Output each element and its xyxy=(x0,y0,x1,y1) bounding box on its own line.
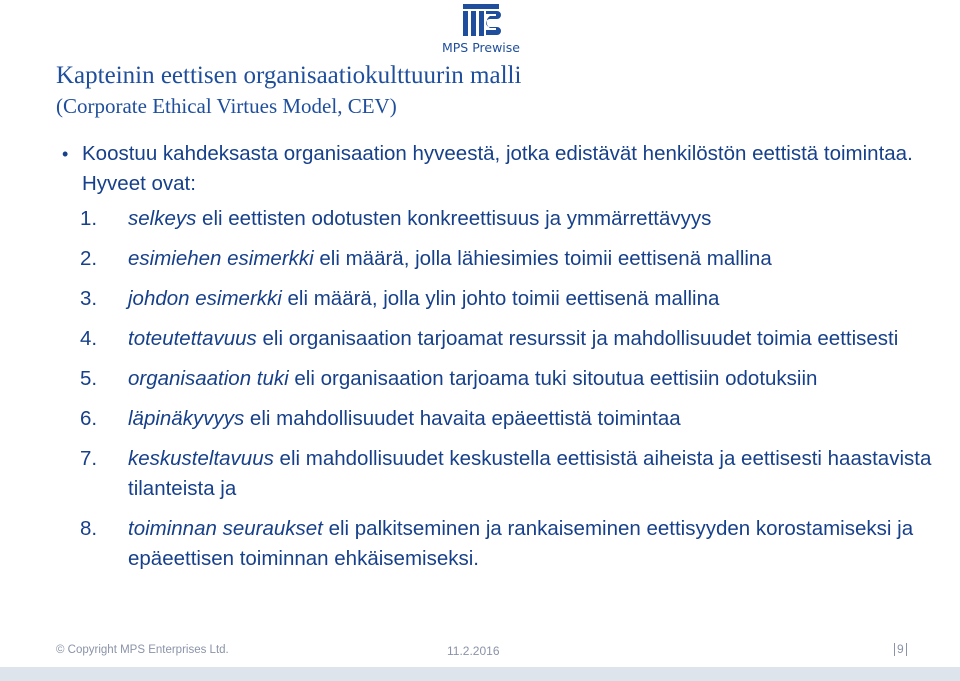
logo-text: MPS Prewise xyxy=(441,40,520,55)
list-item-text: eli organisaation tarjoama tuki sitoutua eettisiin odotuksiin xyxy=(288,367,818,390)
list-item-term: esimiehen esimerkki xyxy=(128,247,314,270)
list-item-number: 5. xyxy=(80,367,98,390)
list-item-term: toiminnan seuraukset xyxy=(128,517,323,540)
page-number xyxy=(892,642,909,656)
list-item xyxy=(80,444,940,504)
list-item-text: eli määrä, jolla lähiesimies toimii eettisenä mallina xyxy=(313,247,772,270)
list-item-number: 7. xyxy=(80,447,98,470)
slide-title: Kapteinin eettisen organisaatiokulttuurin malli xyxy=(56,62,522,89)
list-item-term: selkeys xyxy=(128,207,197,230)
mps-prewise-logo xyxy=(440,2,522,58)
list-item xyxy=(80,364,940,394)
list-item-number: 3. xyxy=(80,287,98,310)
intro-text: Koostuu kahdeksasta organisaation hyveestä, jotka edistävät henkilöstön eettistä toimintaa. Hyveet ovat: xyxy=(82,142,913,195)
footer-band xyxy=(0,667,960,681)
list-item xyxy=(80,204,940,234)
list-item-number: 4. xyxy=(80,327,98,350)
intro-bullet xyxy=(62,139,922,199)
slide-subtitle: (Corporate Ethical Virtues Model, CEV) xyxy=(56,94,397,118)
list-item-text: eli määrä, jolla ylin johto toimii eettisenä mallina xyxy=(281,287,720,310)
list-item-number: 6. xyxy=(80,407,98,430)
list-item-term: johdon esimerkki xyxy=(128,287,282,310)
list-item-text: eli mahdollisuudet havaita epäeettistä toimintaa xyxy=(244,407,681,430)
list-item-term: organisaation tuki xyxy=(128,367,289,390)
list-item-number: 2. xyxy=(80,247,98,270)
page-number-value: 9 xyxy=(897,642,904,656)
footer-date: 11.2.2016 xyxy=(447,644,500,658)
list-item-term: keskusteltavuus xyxy=(128,447,274,470)
copyright-text: © Copyright MPS Enterprises Ltd. xyxy=(56,644,229,656)
list-item xyxy=(80,404,940,434)
list-item xyxy=(80,514,940,574)
list-item-number: 8. xyxy=(80,517,98,540)
list-item xyxy=(80,284,940,314)
list-item-text: eli palkitseminen ja rankaiseminen eettisyyden korostamiseksi ja epäeettisen toiminnan ehkäisemiseksi. xyxy=(128,517,914,570)
list-item-term: läpinäkyvyys xyxy=(128,407,245,430)
list-item-number: 1. xyxy=(80,207,98,230)
list-item-text: eli mahdollisuudet keskustella eettisistä aiheista ja eettisesti haastavista tilanteista ja xyxy=(128,447,932,500)
list-item-term: toteutettavuus xyxy=(128,327,257,350)
virtues-list xyxy=(80,204,940,584)
list-item-text: eli organisaation tarjoamat resurssit ja mahdollisuudet toimia eettisesti xyxy=(256,327,899,350)
list-item-text: eli eettisten odotusten konkreettisuus ja ymmärrettävyys xyxy=(196,207,712,230)
list-item xyxy=(80,324,940,354)
bullet-marker: • xyxy=(62,144,69,164)
slide-footer xyxy=(0,636,960,666)
mps-logo-icon xyxy=(461,2,501,38)
list-item xyxy=(80,244,940,274)
